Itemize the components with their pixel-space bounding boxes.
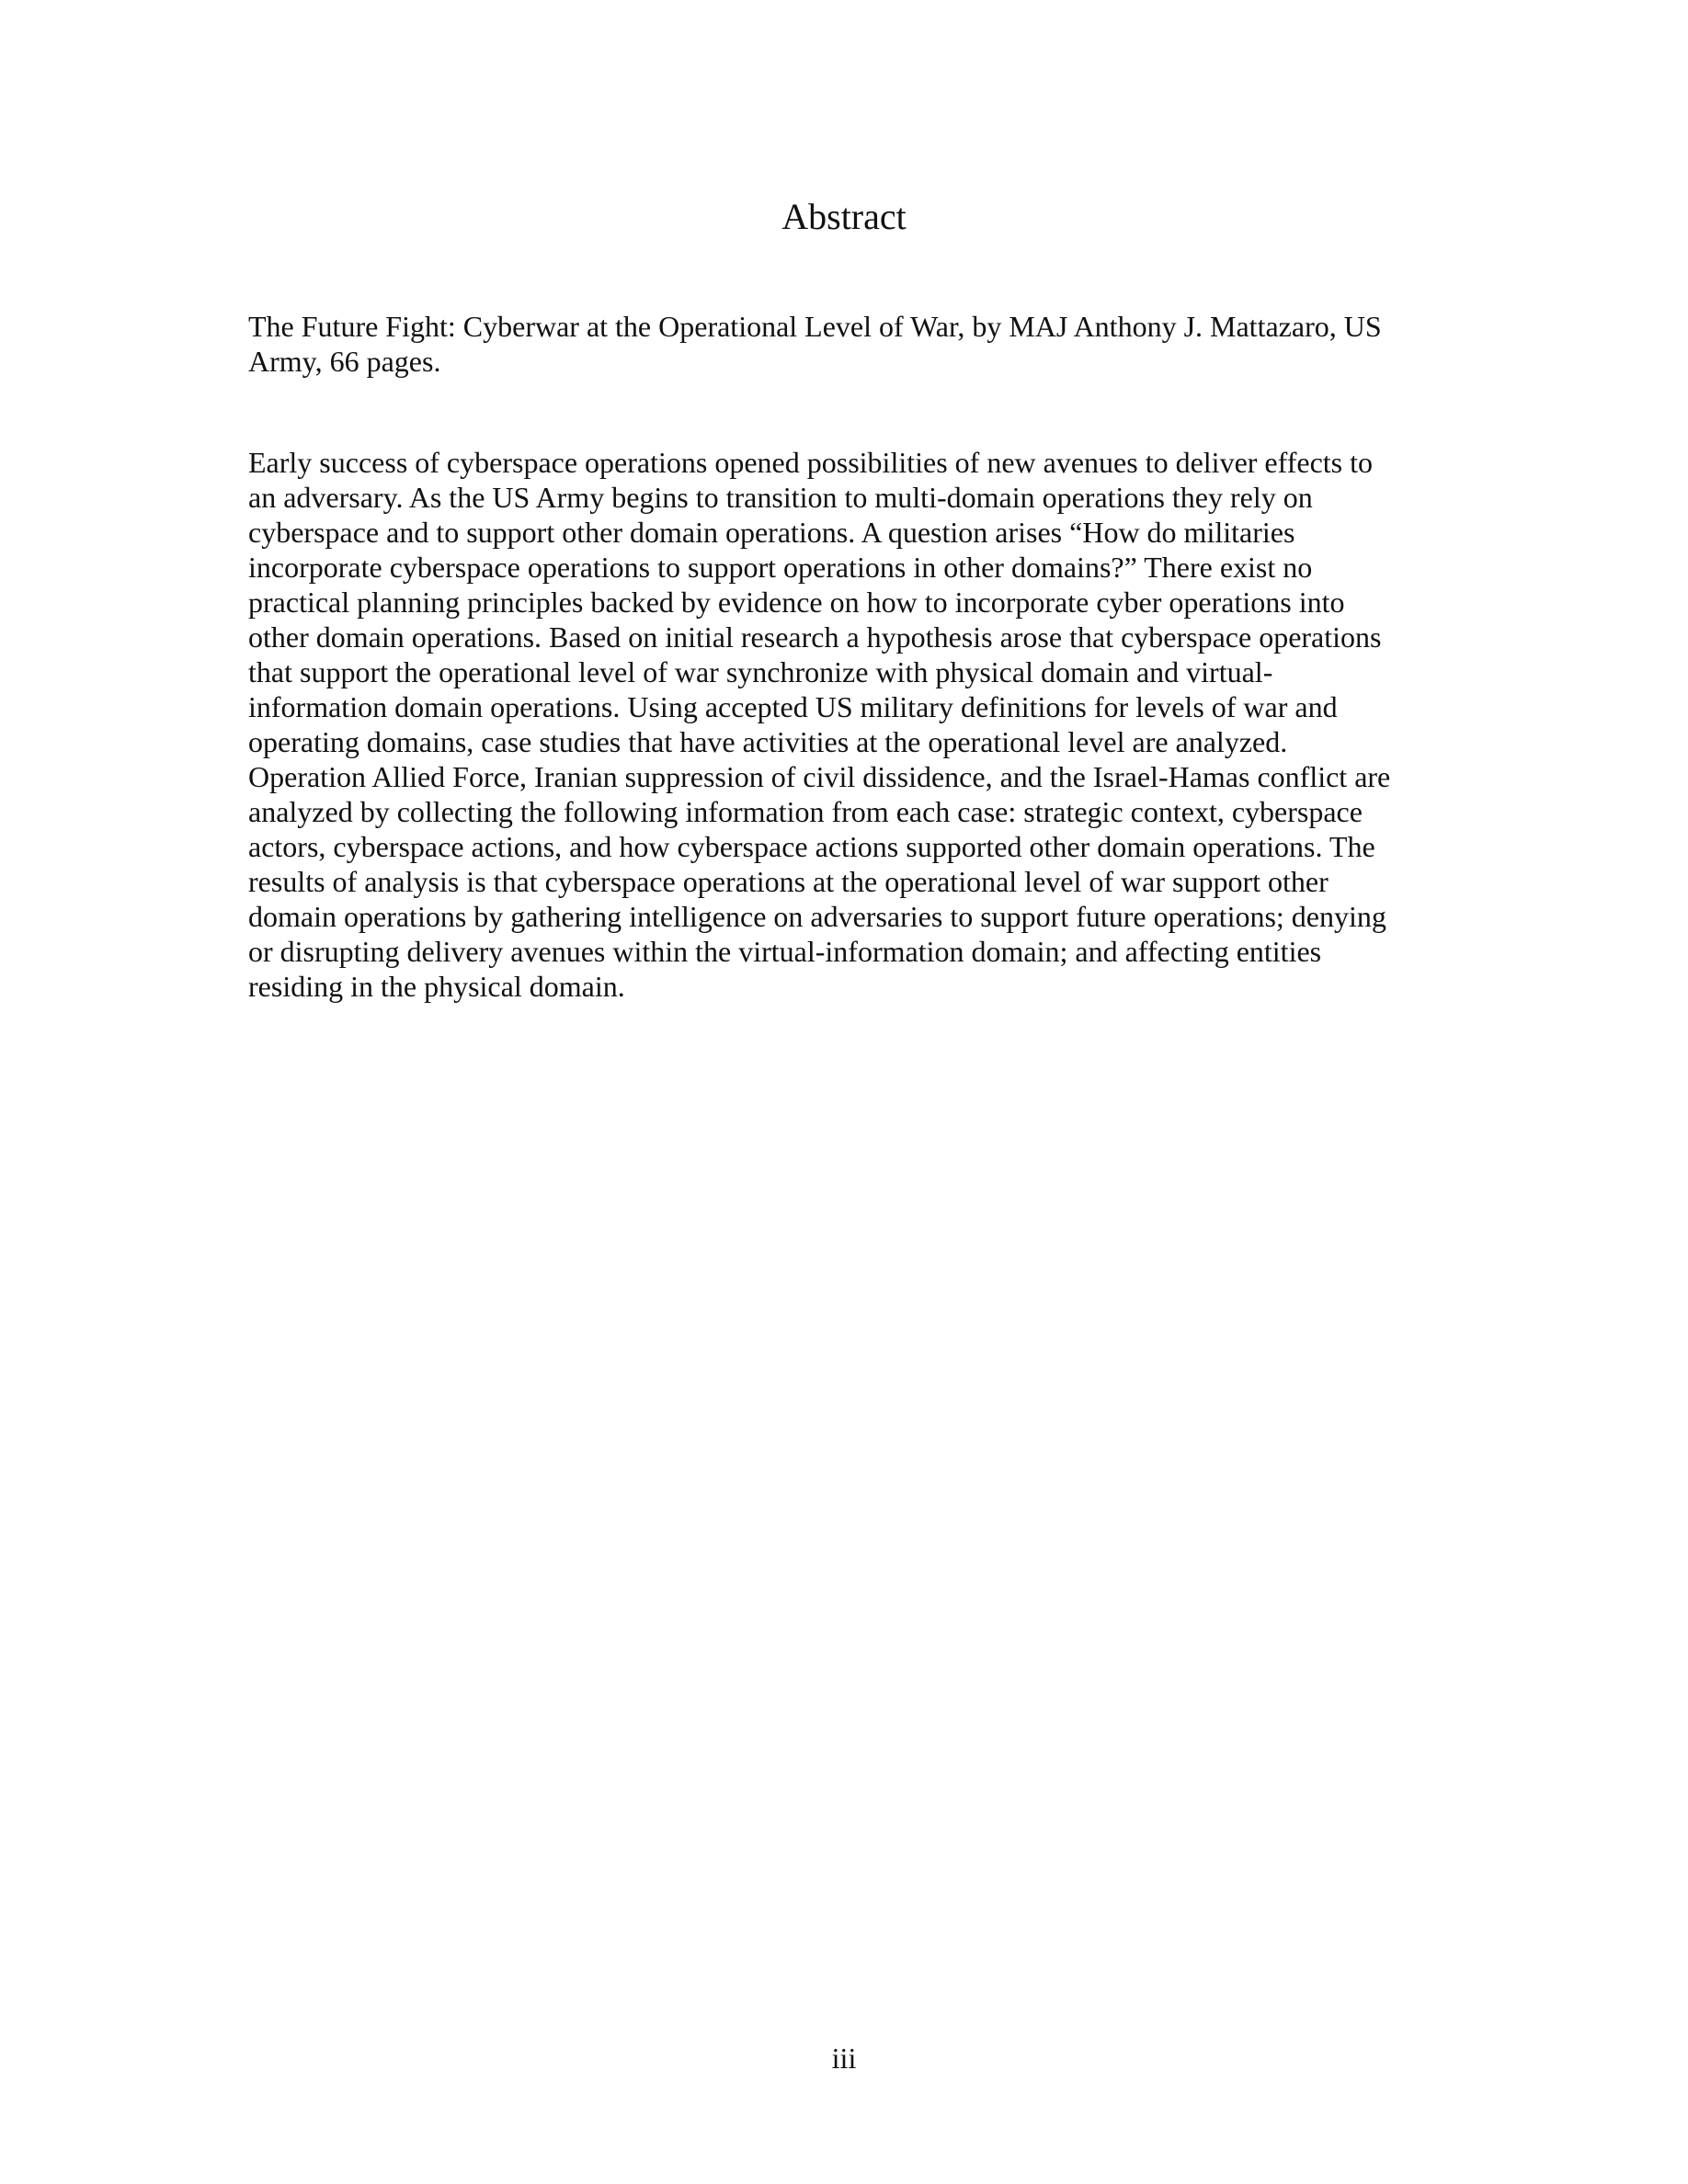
citation-line: Army, 66 pages. bbox=[248, 345, 441, 378]
abstract-line: residing in the physical domain. bbox=[248, 970, 625, 1003]
abstract-line: Operation Allied Force, Iranian suppression of civil dissidence, and the Israel-Hamas conflict are bbox=[248, 760, 1391, 793]
abstract-line: operating domains, case studies that have activities at the operational level are analyzed. bbox=[248, 725, 1288, 758]
citation-line: The Future Fight: Cyberwar at the Operational Level of War, by MAJ Anthony J. Mattazaro, US bbox=[248, 310, 1382, 343]
abstract-line: that support the operational level of war synchronize with physical domain and virtual- bbox=[248, 655, 1273, 688]
abstract-line: other domain operations. Based on initial research a hypothesis arose that cyberspace operations bbox=[248, 620, 1382, 654]
abstract-line: an adversary. As the US Army begins to transition to multi-domain operations they rely on bbox=[248, 481, 1313, 514]
abstract-line: domain operations by gathering intelligence on adversaries to support future operations; denying bbox=[248, 900, 1386, 933]
abstract-line: analyzed by collecting the following information from each case: strategic context, cyberspace bbox=[248, 795, 1363, 828]
abstract-paragraph bbox=[248, 445, 1443, 1004]
citation-paragraph bbox=[248, 309, 1443, 379]
abstract-line: actors, cyberspace actions, and how cyberspace actions supported other domain operations. The bbox=[248, 830, 1375, 863]
page-number: iii bbox=[831, 2042, 857, 2075]
abstract-line: practical planning principles backed by evidence on how to incorporate cyber operations into bbox=[248, 586, 1345, 619]
abstract-line: cyberspace and to support other domain operations. A question arises “How do militaries bbox=[248, 516, 1295, 549]
abstract-line: or disrupting delivery avenues within the virtual-information domain; and affecting entities bbox=[248, 935, 1322, 968]
abstract-line: information domain operations. Using accepted US military definitions for levels of war and bbox=[248, 690, 1338, 723]
abstract-line: results of analysis is that cyberspace operations at the operational level of war support other bbox=[248, 865, 1329, 898]
abstract-line: Early success of cyberspace operations opened possibilities of new avenues to deliver effects to bbox=[248, 446, 1373, 479]
page-heading: Abstract bbox=[781, 196, 907, 237]
abstract-line: incorporate cyberspace operations to support operations in other domains?” There exist no bbox=[248, 551, 1313, 584]
